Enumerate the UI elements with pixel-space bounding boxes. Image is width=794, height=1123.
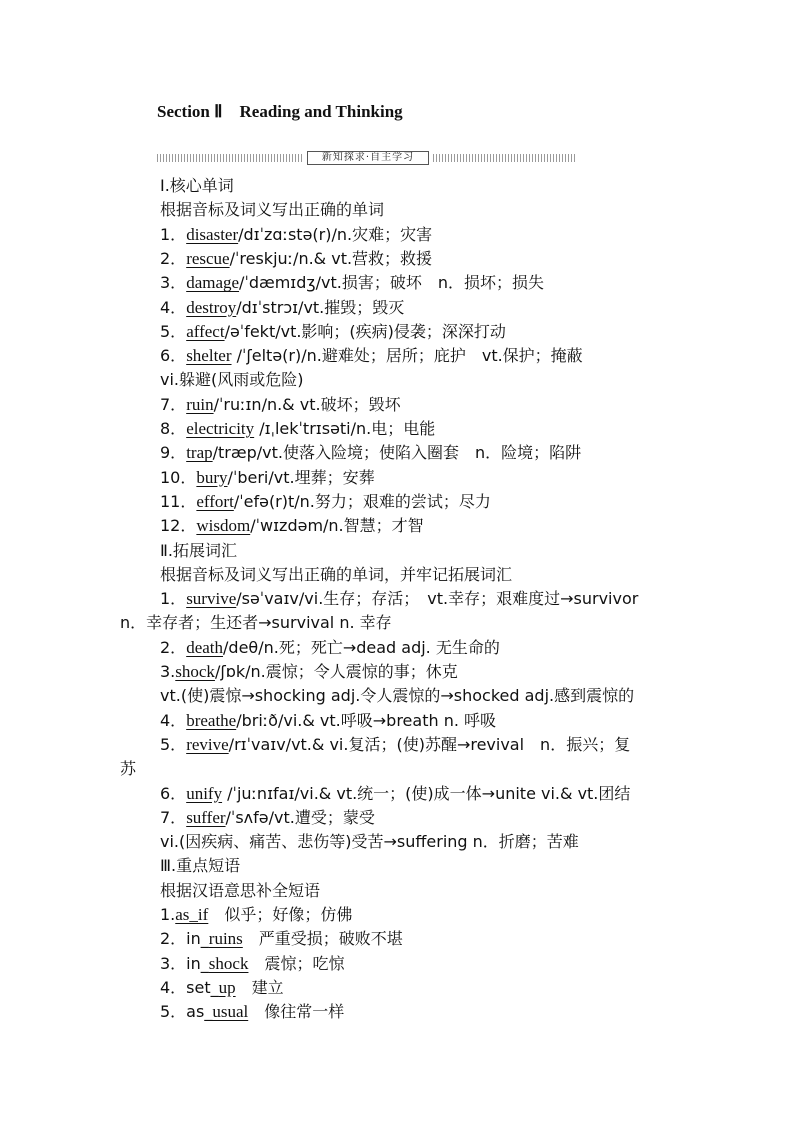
text-line — [120, 611, 392, 635]
line-text: 3． — [160, 273, 187, 293]
text-line — [160, 709, 496, 733]
line-text: 6． — [160, 346, 187, 366]
text-line — [160, 466, 375, 490]
text-line — [160, 393, 401, 417]
definition-text: /səˈvaɪv/vi.生存；存活； vt.幸存；艰难度过→survivor — [236, 589, 639, 609]
definition-text: 像往常一样 — [248, 1002, 345, 1022]
text-line — [160, 296, 404, 320]
answer-word: unify — [186, 783, 223, 803]
text-line — [160, 903, 352, 927]
text-line — [160, 223, 432, 247]
line-text: 5．as_ — [160, 1002, 213, 1022]
line-text: 3. — [160, 662, 176, 681]
answer-word: destroy — [186, 297, 237, 317]
line-text: 4． — [160, 297, 187, 317]
text-line — [160, 320, 506, 344]
line-text: 3．in_ — [160, 953, 209, 973]
text-line — [160, 684, 634, 708]
definition-text: /ˈberi/vt.埋葬；安葬 — [227, 467, 375, 487]
line-text: Ⅰ.核心单词 — [160, 176, 234, 195]
section-banner — [157, 151, 575, 165]
definition-text: /rɪˈvaɪv/vt.& vi.复活；(使)苏醒→revival n．振兴；复 — [228, 734, 631, 754]
definition-text: /ʃɒk/n.震惊；令人震惊的事；休克 — [214, 662, 458, 681]
definition-text: /ˈefə(r)t/n.努力；艰难的尝试；尽力 — [233, 491, 491, 511]
section-title: Section Ⅱ Reading and Thinking — [157, 102, 403, 121]
answer-word: death — [186, 637, 224, 657]
definition-text: /deθ/n.死；死亡→dead adj. 无生命的 — [223, 637, 500, 657]
line-text: vi.躲避(风雨或危险) — [160, 370, 304, 390]
line-text: 5． — [160, 734, 187, 754]
text-line — [160, 1000, 344, 1024]
text-line — [160, 952, 344, 976]
answer-word: bury — [196, 467, 228, 487]
line-text: 6． — [160, 783, 187, 803]
answer-word: wisdom — [196, 516, 251, 536]
answer-word: ruin — [186, 394, 214, 414]
definition-text: /træp/vt.使落入险境；使陷入圈套 n．险境；陷阱 — [212, 443, 582, 463]
line-text: 4． — [160, 710, 187, 730]
line-text: 2． — [160, 637, 187, 657]
text-line — [160, 368, 304, 392]
line-text: 7． — [160, 394, 187, 414]
definition-text: /əˈfekt/vt.影响；(疾病)侵袭；深深打动 — [224, 321, 506, 341]
answer-word: damage — [186, 273, 240, 293]
answer-word: shelter — [186, 346, 232, 366]
text-line — [160, 806, 375, 830]
answer-word: affect — [186, 321, 225, 341]
line-text: 1. — [160, 905, 176, 924]
text-line — [120, 757, 136, 781]
banner-hatch-right — [433, 154, 575, 162]
text-line — [160, 733, 630, 757]
answer-word: breathe — [186, 710, 237, 730]
definition-text: /ˈruːɪn/n.& vt.破坏；毁坏 — [213, 394, 401, 414]
text-line — [160, 587, 638, 611]
text-line — [160, 660, 458, 684]
line-text: 2．in_ — [160, 929, 209, 949]
banner-label: 新知探求·自主学习 — [307, 151, 429, 165]
answer-word: as_if — [175, 905, 209, 924]
definition-text: /ˈʃeltə(r)/n.避难处；居所；庇护 vt.保护；掩蔽 — [231, 346, 583, 366]
answer-word: disaster — [186, 224, 239, 244]
text-line — [160, 174, 234, 198]
banner-hatch-left — [157, 154, 303, 162]
answer-word: trap — [186, 443, 213, 463]
text-line — [160, 417, 435, 441]
line-text: Ⅲ.重点短语 — [160, 856, 241, 876]
line-text: 11． — [160, 491, 197, 511]
text-line — [160, 879, 320, 903]
text-line — [160, 854, 240, 878]
line-text: 8． — [160, 419, 187, 438]
text-line — [160, 344, 583, 368]
line-text: vi.(因疾病、痛苦、悲伤等)受苦→suffering n．折磨；苦难 — [160, 832, 579, 852]
line-text: 1． — [160, 589, 187, 609]
line-text: 10． — [160, 467, 197, 487]
text-line — [160, 782, 630, 806]
definition-text: /ˈwɪzdəm/n.智慧；才智 — [250, 516, 424, 536]
definition-text: 似乎；好像；仿佛 — [208, 905, 353, 924]
line-text: 7． — [160, 807, 187, 827]
line-text: n．幸存者；生还者→survival n. 幸存 — [120, 613, 392, 633]
answer-word: ruins — [208, 929, 243, 949]
text-line — [160, 830, 579, 854]
answer-word: shock — [208, 953, 249, 973]
text-line — [160, 271, 544, 295]
definition-text: /dɪˈzɑːstə(r)/n.灾难；灾害 — [238, 224, 433, 244]
line-text: 2． — [160, 248, 187, 268]
text-line — [160, 927, 403, 951]
definition-text: 建立 — [235, 977, 284, 997]
definition-text: 震惊；吃惊 — [248, 953, 345, 973]
answer-word: survive — [186, 589, 237, 609]
answer-word: suffer — [186, 807, 226, 827]
line-text: 5． — [160, 321, 187, 341]
line-text: 9． — [160, 443, 187, 463]
line-text: 1． — [160, 224, 187, 244]
text-line — [160, 636, 500, 660]
text-line — [160, 539, 237, 563]
line-text: 12． — [160, 516, 197, 536]
text-line — [160, 976, 284, 1000]
definition-text: /ɪˌlekˈtrɪsəti/n.电；电能 — [254, 419, 436, 438]
text-line — [160, 563, 512, 587]
answer-word: up — [218, 977, 236, 997]
answer-word: revive — [186, 734, 229, 754]
answer-word: electricity — [186, 419, 255, 438]
answer-word: usual — [212, 1002, 249, 1022]
definition-text: /ˈsʌfə/vt.遭受；蒙受 — [225, 807, 375, 827]
text-line — [160, 247, 432, 271]
answer-word: shock — [175, 662, 215, 681]
text-line — [160, 514, 424, 538]
text-line — [160, 198, 384, 222]
line-text: 根据音标及词义写出正确的单词 — [160, 200, 385, 220]
definition-text: /ˈdæmɪdʒ/vt.损害；破坏 n．损坏；损失 — [239, 273, 544, 293]
definition-text: /dɪˈstrɔɪ/vt.摧毁；毁灭 — [236, 297, 405, 317]
definition-text: /ˈreskjuː/n.& vt.营救；救援 — [229, 248, 433, 268]
definition-text: /ˈjuːnɪfaɪ/vi.& vt.统一；(使)成一体→unite vi.& vt.团结 — [222, 783, 631, 803]
definition-text: /briːð/vi.& vt.呼吸→breath n. 呼吸 — [236, 710, 497, 730]
line-text: 苏 — [120, 759, 137, 779]
line-text: vt.(使)震惊→shocking adj.令人震惊的→shocked adj.感到震惊的 — [160, 686, 635, 706]
text-line — [160, 490, 491, 514]
text-line — [160, 441, 581, 465]
definition-text: 严重受损；破败不堪 — [242, 929, 403, 949]
line-text: 根据音标及词义写出正确的单词，并牢记拓展词汇 — [160, 564, 513, 584]
answer-word: rescue — [186, 248, 230, 268]
line-text: 4．set_ — [160, 977, 219, 997]
line-text: 根据汉语意思补全短语 — [160, 880, 321, 900]
line-text: Ⅱ.拓展词汇 — [160, 540, 237, 560]
answer-word: effort — [196, 491, 234, 511]
